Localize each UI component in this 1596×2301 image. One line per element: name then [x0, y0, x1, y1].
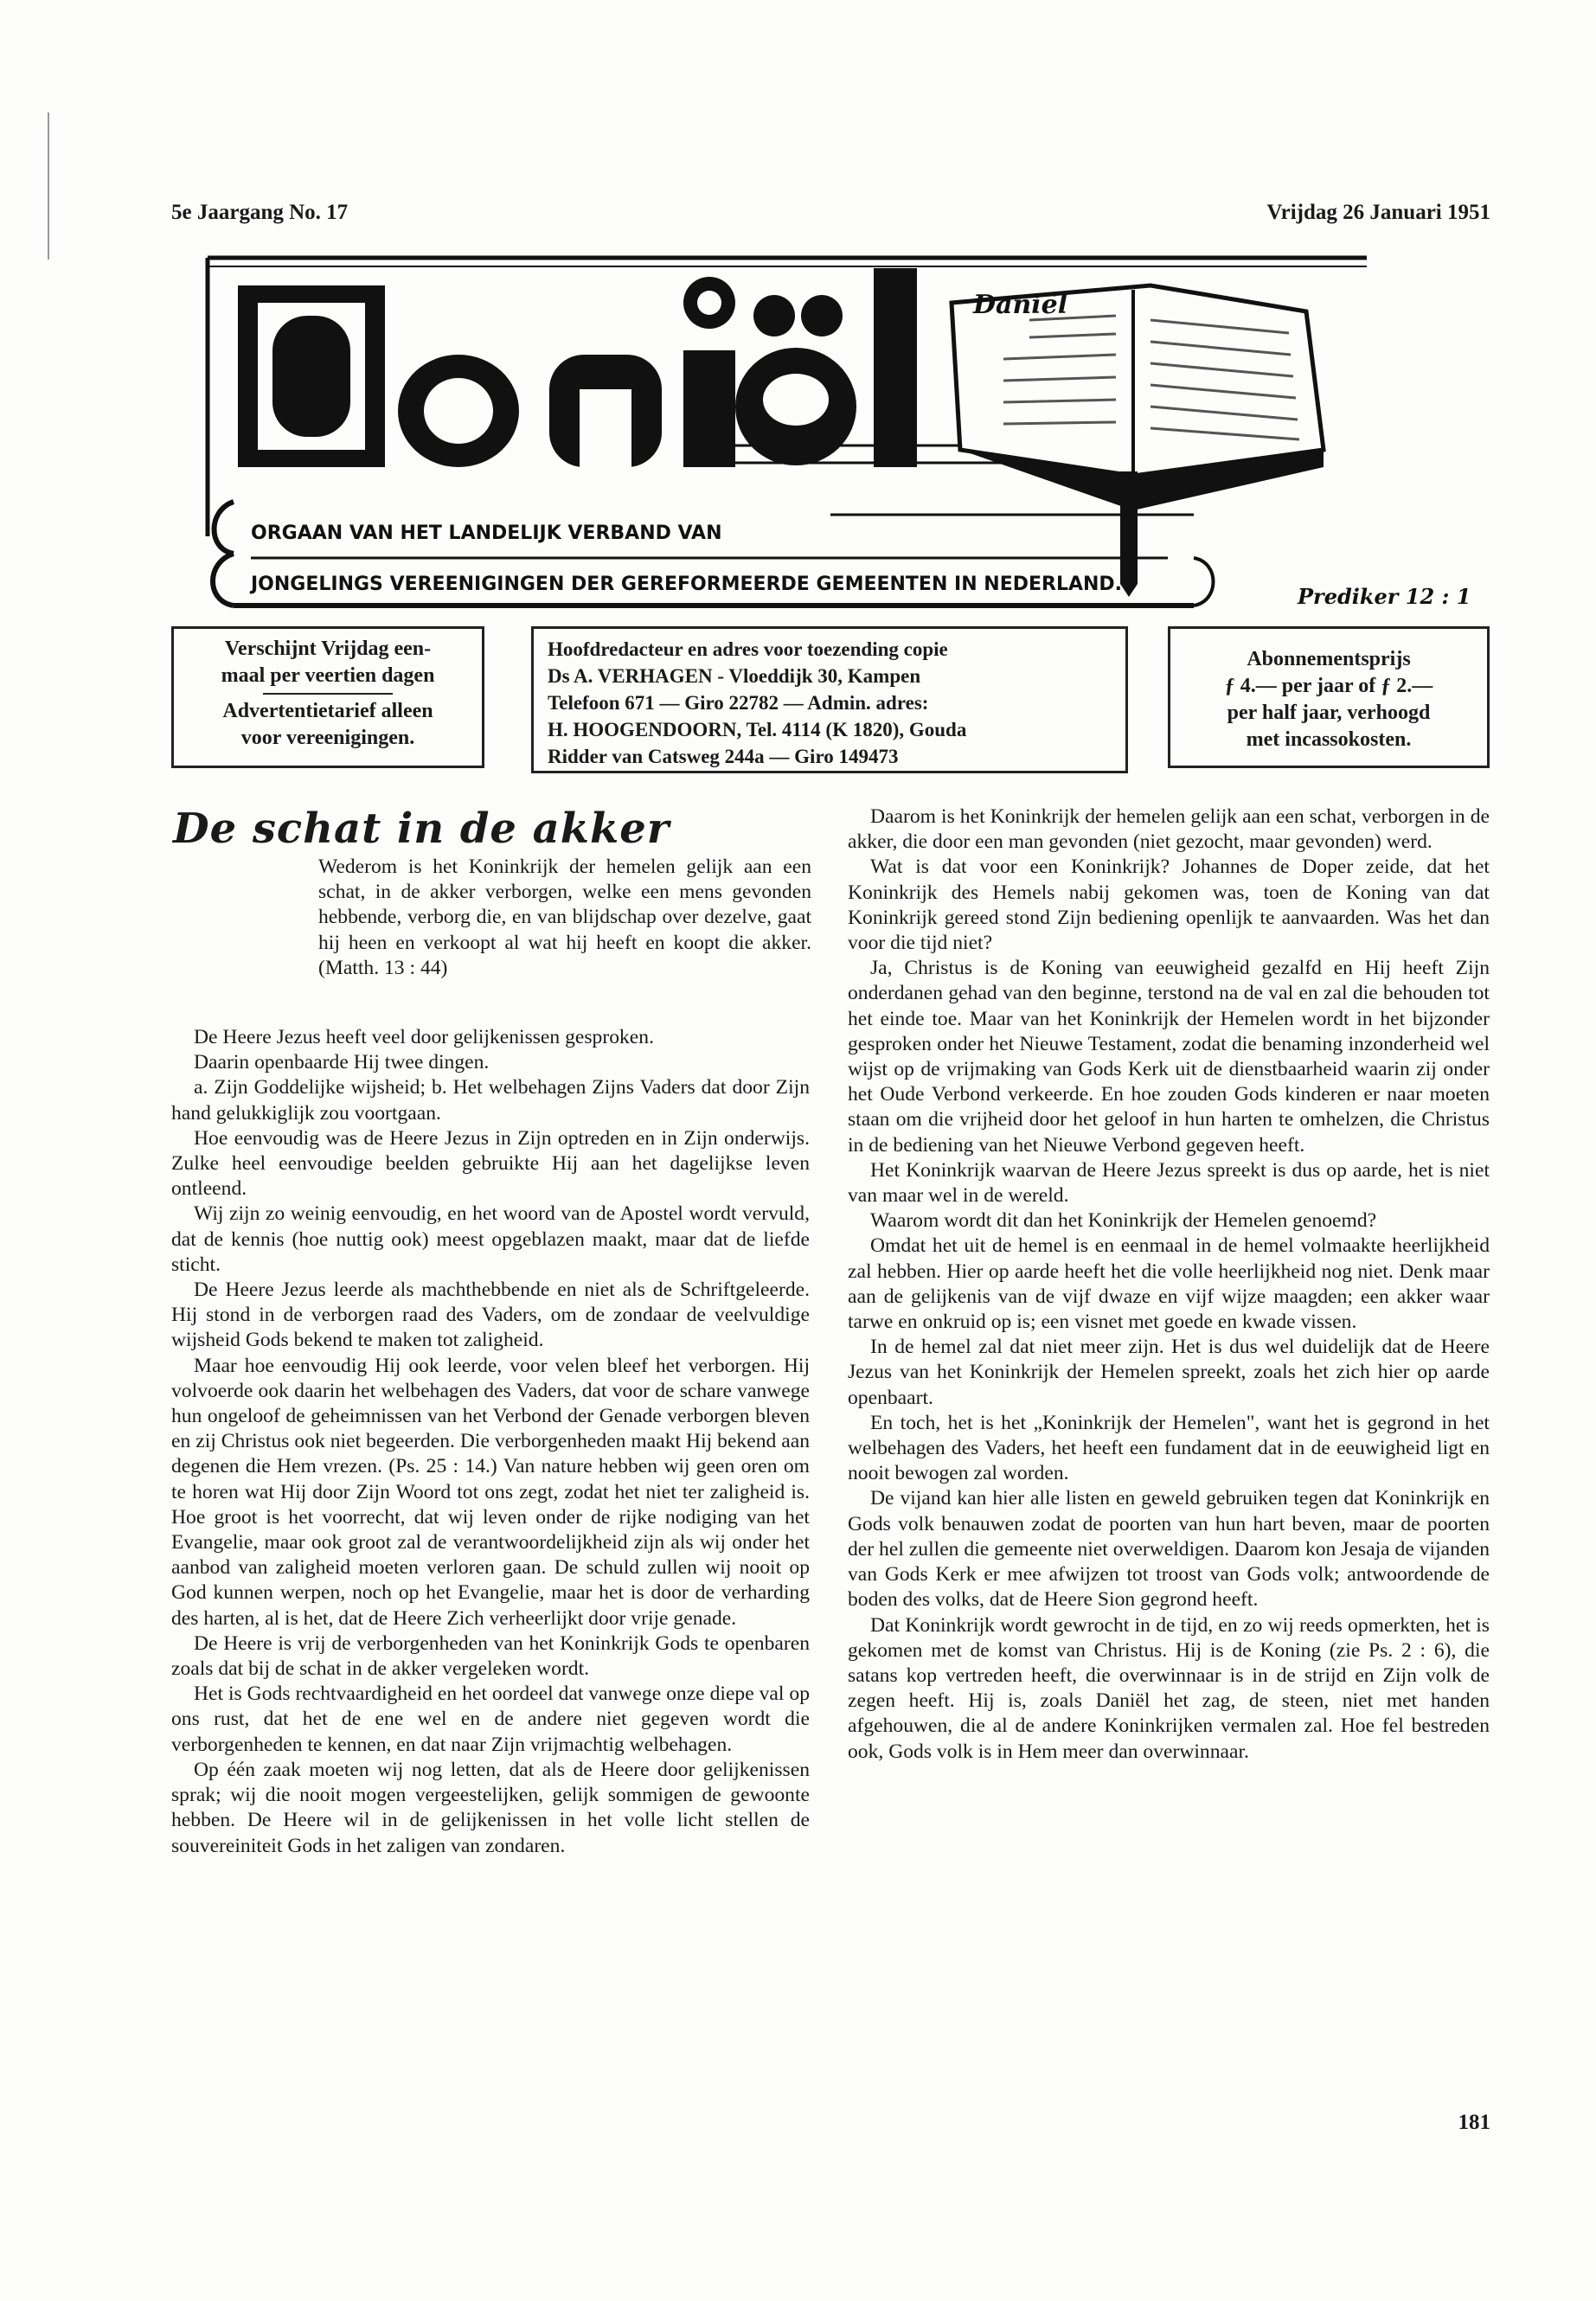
article-paragraph: Het is Gods rechtvaardigheid en het oordeel dat vanwege onze diepe val op ons rust, dat het de ene wel en de andere niet gegeven wordt die verborgenheden te kennen, en dat naar Zijn vrijmachtig welbehagen.: [171, 1682, 810, 1756]
article-paragraph: Het Koninkrijk waarvan de Heere Jezus spreekt is dus op aarde, het is niet van maar wel in de wereld.: [848, 1158, 1490, 1208]
article-paragraph: Maar hoe eenvoudig Hij ook leerde, voor velen bleef het verborgen. Hij volvoerde ook daarin het welbehagen des Vaders, dat voor de schare vanwege hun ongeloof de geheimnissen van het Verbond der Genade verborgen bleven en zij Christus ook niet begeerden. Die verborgenheden maakt Hij bekend aan degenen die Hem vrezen. (Ps. 25 : 14.) Van nature hebben wij geen oren om te horen wat Hij door Zijn Woord tot ons zegt, zodat het niet ter zaligheid is. Hoe groot is het voorrecht, dat wij leven onder de rijke nodiging van het Evangelie, maar ook groot zal de verantwoordelijkheid zijn als wij onder het aanbod van zaligheid moeten verloren gaan. De schuld zullen wij nooit op God kunnen werpen, noch op het Evangelie, maar het is door de verharding des harten, al is het, dat de Heere Zich verheerlijkt door vrije genade.: [171, 1354, 810, 1630]
info-box-publication: [171, 626, 484, 768]
article-paragraph: Dat Koninkrijk wordt gewrocht in de tijd, en zo wij reeds opmerkten, het is gekomen met de komst van Christus. Hij is de Koning (zie Ps. 2 : 6), die satans kop vertreden heeft, die overwinnaar is in de strijd en Zijn volk de zegen heeft. Hij is, zoals Daniël het zag, de steen, niet met handen afgehouwen, die al de andere Koninkrijken vermalen zal. Hoe fel bestreden ook, Gods volk is in Hem meer dan overwinnaar.: [848, 1613, 1490, 1763]
article-quote: Wederom is het Koninkrijk der hemelen gelijk aan een schat, in de akker verborgen, welke een mens gevonden hebbende, verborg die, en van blijdschap over dezelve, gaat hij heen en verkoopt al wat hij heeft en koopt die akker. (Matth. 13 : 44): [318, 856, 811, 979]
publication-line4: voor vereenigingen.: [240, 727, 415, 749]
editorial-line3: Telefoon 671 — Giro 22782 — Admin. adres:: [548, 692, 929, 714]
volume-number: 5e Jaargang No. 17: [171, 201, 349, 224]
article-paragraph: De vijand kan hier alle listen en geweld gebruiken tegen dat Koninkrijk en Gods volk benauwen zodat de poorten van hun hart beven, maar de poorten der hel zullen die gemeente niet overweldigen. Daarom kon Jesaja de vijanden van Gods Kerk er mee afwijzen tot troost van Gods volk; antwoordende de boden des volks, dat de Heere Sion gegrond heeft.: [848, 1487, 1490, 1612]
article-paragraph: In de hemel zal dat niet meer zijn. Het is dus wel duidelijk dat de Heere Jezus van het Koninkrijk der Hemelen spreekt, zoals het zich hier op aarde openbaart.: [848, 1336, 1490, 1409]
publication-line3: Advertentietarief alleen: [222, 700, 433, 722]
masthead-subtitle-line1: ORGAAN VAN HET LANDELIJK VERBAND VAN: [251, 522, 722, 544]
article-paragraph: Wat is dat voor een Koninkrijk? Johannes de Doper zeide, dat het Koninkrijk des Hemels nabij gekomen was, toen de Koning van dat Koninkrijk gereed stond Zijn bediening openlijk te aanvaarden. Was het dan voor die tijd niet?: [848, 856, 1490, 955]
editorial-line2: Ds A. VERHAGEN - Vloeddijk 30, Kampen: [548, 665, 921, 687]
article-title: De schat in de akker: [173, 804, 670, 853]
editorial-line5: Ridder van Catsweg 244a — Giro 149473: [548, 746, 899, 767]
issue-date: Vrijdag 26 Januari 1951: [1266, 201, 1490, 224]
article-paragraph: En toch, het is het „Koninkrijk der Hemelen", want het is gegrond in het welbehagen des Vaders, het heeft een fundament dat in de eeuwigheid ligt en nooit bewogen zal worden.: [848, 1411, 1490, 1485]
scan-edge-mark: [48, 112, 49, 260]
article-paragraph: a. Zijn Goddelijke wijsheid; b. Het welbehagen Zijns Vaders dat door Zijn hand gelukkiglijk zou voortgaan.: [171, 1076, 810, 1125]
article-paragraph: Omdat het uit de hemel is en eenmaal in de hemel volmaakte heerlijkheid zal hebben. Hier op aarde heeft het die volle heerlijkheid nog niet. Denk maar aan de gelijkenis van de vijf dwaze en vijf wijze maagden; een akker waar tarwe en onkruid op is; een visnet met goede en kwade vissen.: [848, 1234, 1490, 1334]
subscription-line1: Abonnementsprijs: [1247, 648, 1411, 670]
article-paragraph: Op één zaak moeten wij nog letten, dat als de Heere door gelijkenissen sprak; wij die nooit mogen vergeestelijken, gelijk sommigen de gewoonte hebben. De Heere wil in de gelijkenissen in het volle licht stellen de souvereiniteit Gods in het zaligen van zondaren.: [171, 1758, 810, 1857]
masthead: [199, 251, 1488, 614]
article-paragraph: Waarom wordt dit dan het Koninkrijk der Hemelen genoemd?: [870, 1209, 1377, 1233]
box-divider: [263, 693, 393, 695]
masthead-reference: Prediker 12 : 1: [1298, 584, 1471, 609]
article-left-column: [171, 1025, 810, 1859]
editorial-line4: H. HOOGENDOORN, Tel. 4114 (K 1820), Gouda: [548, 719, 967, 740]
publication-line1: Verschijnt Vrijdag een-: [224, 638, 432, 660]
subscription-line3: per half jaar, verhoogd: [1227, 702, 1431, 724]
editorial-line1: Hoofdredacteur en adres voor toezending copie: [548, 638, 948, 660]
article-paragraph: Daarin openbaarde Hij twee dingen.: [194, 1051, 490, 1074]
article-paragraph: De Heere Jezus leerde als machthebbende en niet als de Schriftgeleerde. Hij stond in de verborgen raad des Vaders, om de zondaar de veelvuldige wijsheid Gods bekend te maken tot zaligheid.: [171, 1279, 810, 1352]
info-box-editorial: [531, 626, 1128, 773]
info-box-subscription: [1168, 626, 1490, 768]
page-number: 181: [1458, 2111, 1490, 2134]
article-paragraph: De Heere Jezus heeft veel door gelijkenissen gesproken.: [194, 1026, 654, 1048]
article-paragraph: Ja, Christus is de Koning van eeuwigheid gezalfd en Hij heeft Zijn onderdanen gehad van den beginne, terstond na de val en zal die behouden tot het einde toe. Maar van het Koninkrijk der Hemelen wordt in het bijzonder gesproken onder het Nieuwe Testament, zodat die benaming inzonderheid wel wijst op de vrijmaking van Gods Kerk uit de dienstbaarheid waarin zij onder het Oude Verbond verkeerde. En hoe zouden Gods kinderen er naar moeten staan om die vrijheid door het geloof in hun harten te omhelzen, die Christus in de bediening van het Nieuwe Verbond gegeven heeft.: [848, 957, 1490, 1157]
bible-label: Daniël: [973, 290, 1068, 320]
article-paragraph: Wij zijn zo weinig eenvoudig, en het woord van de Apostel wordt vervuld, dat de kennis (hoe nuttig ook) meest opgeblazen maakt, maar dat de liefde sticht.: [171, 1202, 810, 1276]
article-right-column: [848, 804, 1490, 1765]
article-paragraph: Daarom is het Koninkrijk der hemelen gelijk aan een schat, verborgen in de akker, die door een man gevonden (niet gezocht, maar gevonden) werd.: [848, 805, 1490, 854]
masthead-subtitle-line2: JONGELINGS VEREENIGINGEN DER GEREFORMEERDE GEMEENTEN IN NEDERLAND.: [251, 574, 1123, 595]
publication-line2: maal per veertien dagen: [221, 664, 435, 687]
bible-illustration: [952, 285, 1324, 597]
article-paragraph: De Heere is vrij de verborgenheden van het Koninkrijk Gods te openbaren zoals dat bij de schat in de akker vergeleken wordt.: [171, 1631, 810, 1681]
subscription-line2: ƒ 4.— per jaar of ƒ 2.—: [1224, 675, 1433, 697]
article-paragraph: Hoe eenvoudig was de Heere Jezus in Zijn optreden en in Zijn onderwijs. Zulke heel eenvoudige beelden gebruikte Hij aan het dagelijkse leven ontleend.: [171, 1126, 810, 1201]
subscription-line4: met incassokosten.: [1246, 728, 1412, 751]
